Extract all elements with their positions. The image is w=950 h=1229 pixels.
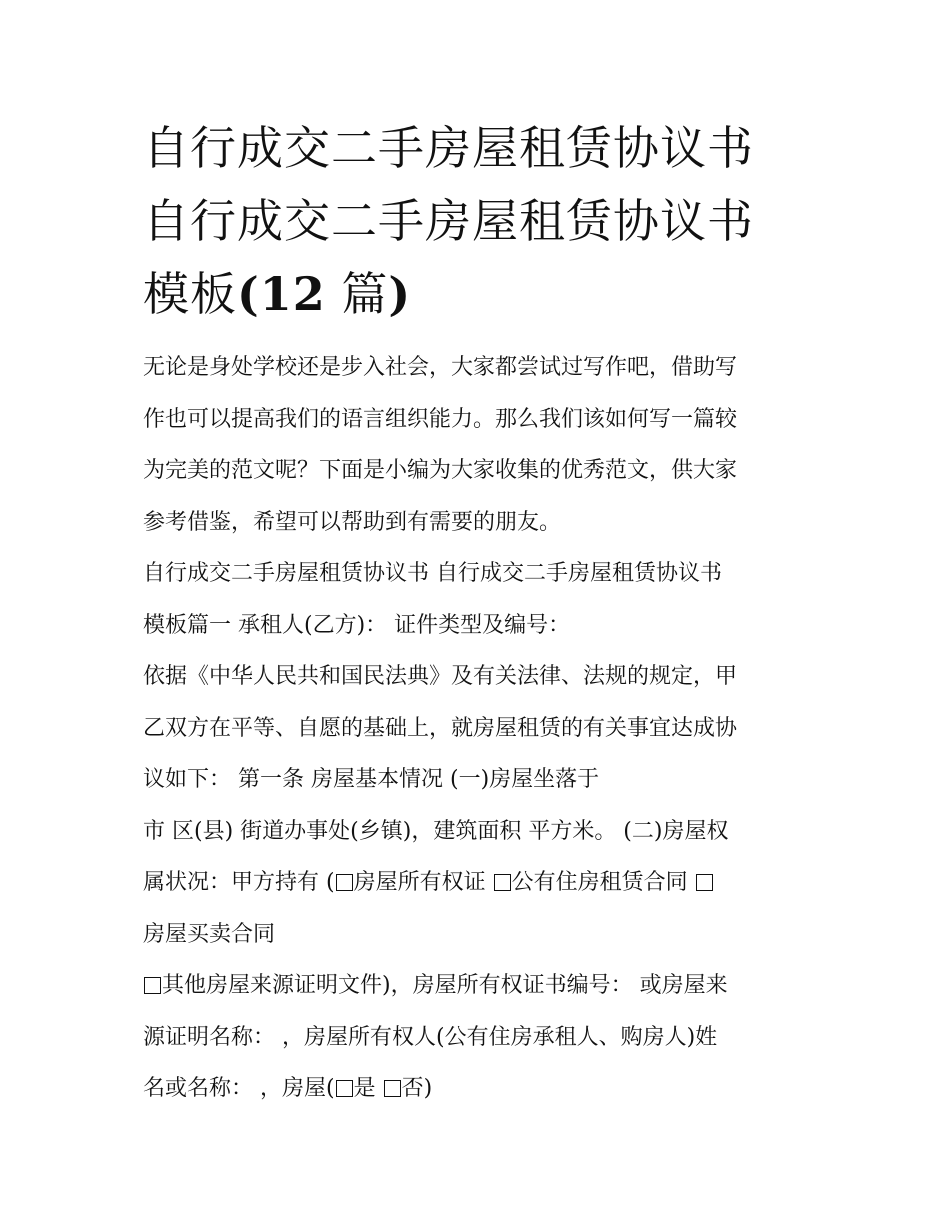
body-line: 模板篇一 承租人(乙方)： 证件类型及编号： bbox=[143, 612, 571, 638]
ownership-certificate-label: 房屋所有权证 bbox=[353, 870, 493, 895]
body-line: 无论是身处学校还是步入社会，大家都尝试过写作吧，借助写 bbox=[143, 355, 738, 380]
title-template-text: 模板 bbox=[143, 267, 237, 321]
document-body bbox=[143, 342, 823, 1115]
other-docs-checkbox bbox=[144, 977, 161, 994]
public-housing-lease-checkbox bbox=[494, 874, 511, 891]
house-name-label: 名或名称： ，房屋( bbox=[143, 1076, 335, 1101]
title-close-paren: ) bbox=[388, 267, 412, 321]
title-line-3 bbox=[143, 258, 823, 331]
title-count-unit: 篇 bbox=[341, 267, 389, 321]
other-docs-label: 其他房屋来源证明文件)，房屋所有权证书编号： 或房屋来 bbox=[162, 973, 728, 998]
body-line-other-docs bbox=[143, 960, 823, 1012]
body-line: 乙双方在平等、自愿的基础上，就房屋租赁的有关事宜达成协 bbox=[143, 715, 738, 741]
purchase-contract-checkbox bbox=[696, 874, 713, 891]
title-count-number: (12 bbox=[237, 267, 326, 321]
body-line: 依据《中华人民共和国民法典》及有关法律、法规的规定，甲 bbox=[143, 664, 738, 689]
ownership-certificate-checkbox bbox=[336, 874, 353, 891]
body-line: 房屋买卖合同 bbox=[143, 921, 276, 947]
body-line: 源证明名称： ，房屋所有权人(公有住房承租人、购房人)姓 bbox=[143, 1024, 718, 1050]
body-line: 自行成交二手房屋租赁协议书 自行成交二手房屋租赁协议书 bbox=[143, 561, 722, 586]
title-line-1: 自行成交二手房屋租赁协议书 bbox=[143, 121, 754, 175]
body-line-yes-no bbox=[143, 1063, 823, 1115]
body-line: 市 区(县) 街道办事处(乡镇)，建筑面积 平方米。 (二)房屋权 bbox=[143, 818, 729, 844]
body-line: 参考借鉴，希望可以帮助到有需要的朋友。 bbox=[143, 509, 562, 535]
body-line: 为完美的范文呢？下面是小编为大家收集的优秀范文，供大家 bbox=[143, 458, 738, 483]
yes-label: 是 bbox=[353, 1076, 383, 1101]
no-checkbox bbox=[384, 1080, 401, 1097]
body-line-ownership bbox=[143, 857, 823, 909]
title-line-2: 自行成交二手房屋租赁协议书 bbox=[143, 194, 754, 248]
ownership-label: 属状况：甲方持有 ( bbox=[143, 870, 335, 895]
public-housing-lease-label: 公有住房租赁合同 bbox=[511, 870, 695, 895]
yes-checkbox bbox=[336, 1080, 353, 1097]
document-title bbox=[143, 112, 823, 331]
document-page bbox=[143, 112, 823, 1115]
body-line: 议如下： 第一条 房屋基本情况 (一)房屋坐落于 bbox=[143, 767, 600, 792]
body-line: 作也可以提高我们的语言组织能力。那么我们该如何写一篇较 bbox=[143, 406, 738, 432]
no-label: 否) bbox=[401, 1076, 433, 1101]
